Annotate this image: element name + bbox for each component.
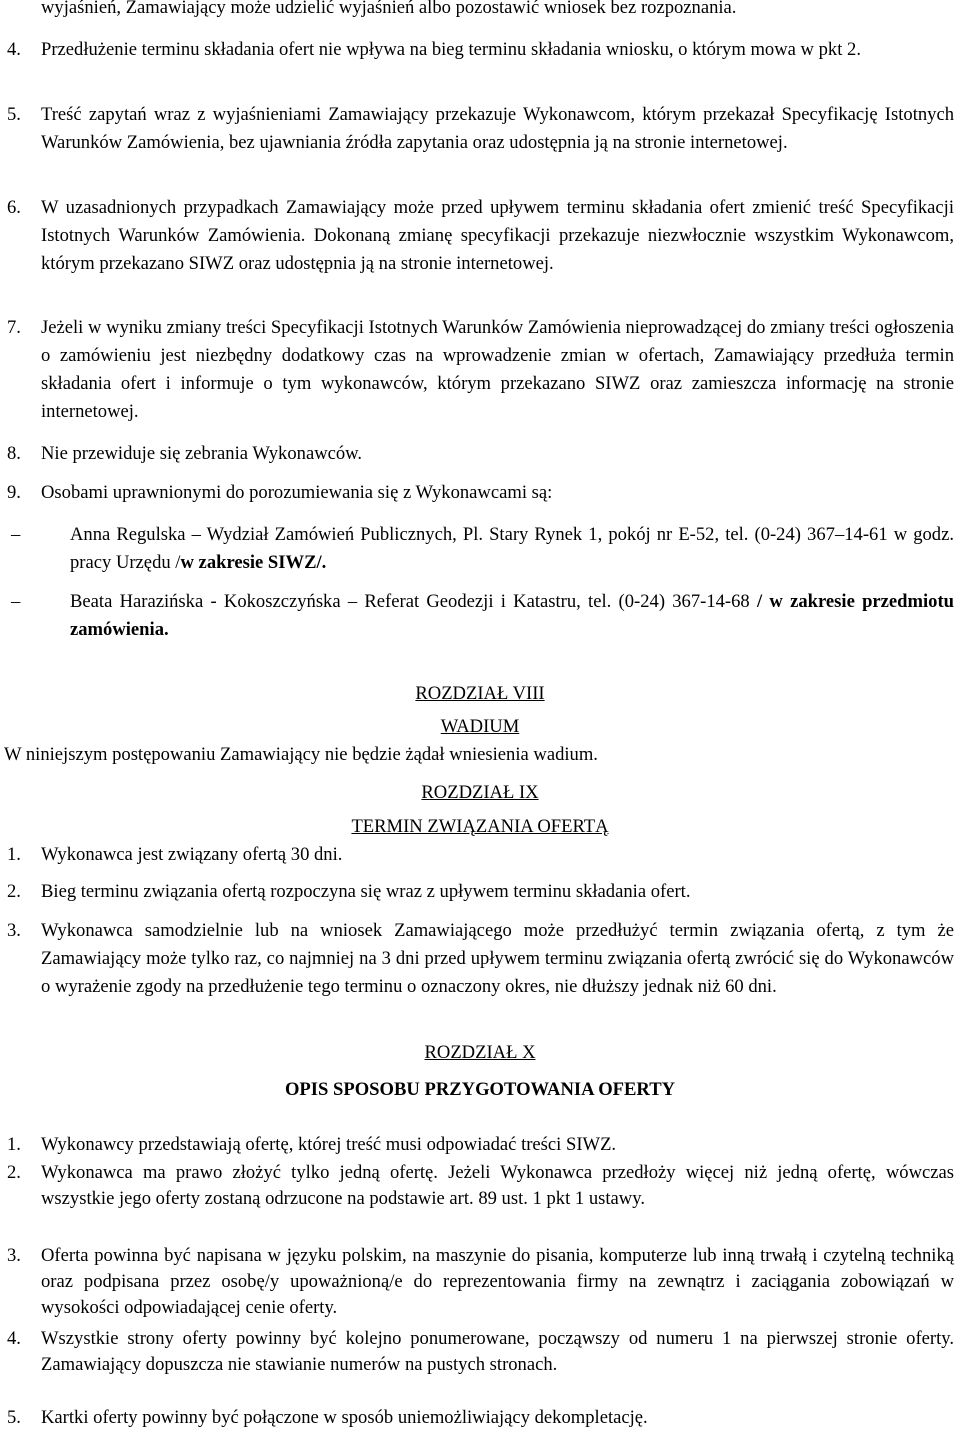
ch9-item-1: 1. Wykonawca jest związany ofertą 30 dni. [7, 844, 343, 865]
chapter-9-roman: ROZDZIAŁ IX [421, 782, 539, 803]
ch9-item-2: 2. Bieg terminu związania ofertą rozpoczyna się wraz z upływem terminu składania ofert. [7, 881, 691, 902]
list-item-6: 6. W uzasadnionych przypadkach Zamawiający może przed upływem terminu składania ofert zmienić treść Specyfikacji Istotnych Warunków Zamówienia. Dokonaną zmianę specyfikacji przekazuje niezwłocznie wszystkim Wykonawcom, którym przekazano SIWZ oraz udostępnia ją na stronie internetowej. [7, 197, 954, 274]
chapter-10-roman: ROZDZIAŁ X [424, 1042, 536, 1063]
list-item-9: 9. Osobami uprawnionymi do porozumiewania się z Wykonawcami są: [7, 482, 553, 503]
chapter-10-title: OPIS SPOSOBU PRZYGOTOWANIA OFERTY [284, 1079, 676, 1100]
ch10-item-5: 5. Kartki oferty powinny być połączone w sposób uniemożliwiający dekompletację. [7, 1407, 648, 1428]
ch10-item-2: 2. Wykonawca ma prawo złożyć tylko jedną ofertę. Jeżeli Wykonawca przedłoży więcej niż jedną ofertę, wówczas wszystkie jego oferty zostaną odrzucone na podstawie art. 89 ust. 1 pkt 1 ustawy. [7, 1162, 954, 1209]
list-item-8: 8. Nie przewiduje się zebrania Wykonawców. [7, 443, 363, 464]
contact-item-2: – Beata Harazińska - Kokoszczyńska – Referat Geodezji i Katastru, tel. (0-24) 367-14-68 / w zakresie przedmiotu zamówienia. [11, 591, 954, 640]
ch9-item-3: 3. Wykonawca samodzielnie lub na wniosek Zamawiającego może przedłużyć termin związania ofertą, z tym że Zamawiający może tylko raz, co najmniej na 3 dni przed upływem terminu związania ofertą zwrócić się do Wykonawców o wyrażenie zgody na przedłużenie tego terminu o oznaczony okres, nie dłuższy jednak niż 60 dni. [7, 920, 954, 997]
chapter-8-roman: ROZDZIAŁ VIII [415, 683, 545, 704]
list-item-4: 4. Przedłużenie terminu składania ofert nie wpływa na bieg terminu składania wniosku, o którym mowa w pkt 2. [7, 39, 861, 60]
ch10-item-3: 3. Oferta powinna być napisana w języku polskim, na maszynie do pisania, komputerze lub inną trwałą i czytelną techniką oraz podpisana przez osobę/y upoważnioną/e do reprezentowania firmy na zewnątrz i zaciągania zobowiązań w wysokości odpowiadającej cenie oferty. [7, 1245, 954, 1318]
contact-item-1: – Anna Regulska – Wydział Zamówień Publicznych, Pl. Stary Rynek 1, pokój nr E-52, tel. (0-24) 367–14-61 w godz. pracy Urzędu /w zakresie SIWZ/. [11, 524, 954, 573]
ch10-item-4: 4. Wszystkie strony oferty powinny być kolejno ponumerowane, począwszy od numeru 1 na pierwszej stronie oferty. Zamawiający dopuszcza nie stawianie numerów na pustych stronach. [7, 1328, 954, 1375]
chapter-8-body: W niniejszym postępowaniu Zamawiający nie będzie żądał wniesienia wadium. [4, 744, 598, 765]
chapter-8-title: WADIUM [440, 716, 520, 737]
ch10-item-1: 1. Wykonawcy przedstawiają ofertę, której treść musi odpowiadać treści SIWZ. [7, 1134, 617, 1155]
chapter-9-title: TERMIN ZWIĄZANIA OFERTĄ [351, 816, 609, 837]
list-item-7: 7. Jeżeli w wyniku zmiany treści Specyfikacji Istotnych Warunków Zamówienia nieprowadzącej do zmiany treści ogłoszenia o zamówieniu jest niezbędny dodatkowy czas na wprowadzenie zmian w ofertach, Zamawiający przedłuża termin składania ofert i informuje o tym wykonawców, którym przekazano SIWZ oraz zamieszcza informację na stronie internetowej. [7, 317, 954, 422]
intro-tail: wyjaśnień, Zamawiający może udzielić wyjaśnień albo pozostawić wniosek bez rozpoznania. [41, 0, 737, 18]
list-item-5: 5. Treść zapytań wraz z wyjaśnieniami Zamawiający przekazuje Wykonawcom, którym przekazał Specyfikację Istotnych Warunków Zamówienia, bez ujawniania źródła zapytania oraz udostępnia ją na stronie internetowej. [7, 104, 954, 153]
